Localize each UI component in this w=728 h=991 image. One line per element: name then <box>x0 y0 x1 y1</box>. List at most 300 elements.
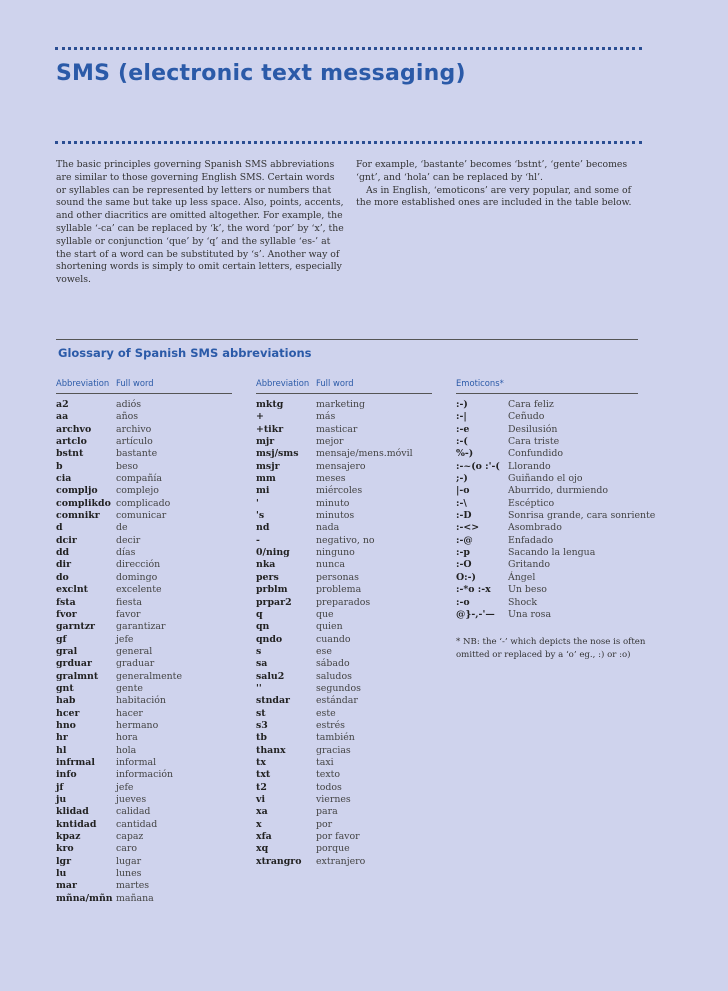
emoticon-row <box>456 448 646 460</box>
glossary-row <box>256 424 436 436</box>
abbreviation: :-( <box>456 436 468 448</box>
intro-right-text-1: For example, ‘bastante’ becomes ‘bstnt’, ‘gente’ becomes ‘gnt’, and ‘hola’ can be replaced by ‘hl’. <box>356 159 628 183</box>
full-word: Escéptico <box>508 497 555 509</box>
full-word: Confundido <box>508 448 564 460</box>
full-word: Shock <box>508 596 538 608</box>
glossary-row <box>56 671 236 683</box>
full-word: Desilusión <box>508 423 558 435</box>
abbreviation: txt <box>256 769 271 781</box>
abbreviation: nd <box>256 522 270 534</box>
abbreviation: xa <box>256 806 268 818</box>
abbreviation: b <box>56 460 63 472</box>
emoticon-row <box>456 411 646 423</box>
full-word: sábado <box>316 658 350 670</box>
abbreviation: d <box>56 522 63 534</box>
abbreviation: @}-,-'— <box>456 608 495 620</box>
glossary-row <box>256 757 436 769</box>
glossary-row <box>256 806 436 818</box>
abbreviation: compljo <box>56 485 98 497</box>
abbreviation: fvor <box>56 608 77 620</box>
full-word: por <box>316 818 333 830</box>
glossary-row <box>256 732 436 744</box>
emoticon-row <box>456 572 646 584</box>
abbreviation: hcer <box>56 707 80 719</box>
header-full-word-1: Full word <box>116 378 154 388</box>
abbreviation: xq <box>256 843 269 855</box>
full-word: Aburrido, durmiendo <box>508 485 609 497</box>
abbreviation: msjr <box>256 460 280 472</box>
glossary-row <box>56 658 236 670</box>
abbreviation: gralmnt <box>56 670 99 682</box>
abbreviation: :-) <box>456 399 468 410</box>
full-word: martes <box>116 880 150 892</box>
glossary-row <box>256 535 436 547</box>
emoticon-row <box>456 584 646 596</box>
full-word: beso <box>116 460 139 472</box>
full-word: Cara triste <box>508 436 560 448</box>
page-title: SMS (electronic text messaging) <box>56 61 466 86</box>
abbreviation: stndar <box>256 695 290 707</box>
abbreviation: hno <box>56 719 76 731</box>
emoticon-row <box>456 510 656 522</box>
glossary-row <box>56 498 236 510</box>
abbreviation: 's <box>256 510 265 522</box>
glossary-row <box>256 461 436 473</box>
glossary-row <box>256 498 436 510</box>
abbreviation: tx <box>256 756 266 768</box>
abbreviation: dir <box>56 559 72 571</box>
glossary-row <box>56 843 236 855</box>
abbreviation: mar <box>56 880 77 892</box>
full-word: información <box>116 769 174 781</box>
emoticon-row <box>456 559 646 571</box>
glossary-row <box>56 621 236 633</box>
header-emoticons: Emoticons* <box>456 378 504 388</box>
glossary-row <box>56 485 236 497</box>
glossary-row <box>256 559 436 571</box>
glossary-row <box>256 646 436 658</box>
full-word: gente <box>116 682 143 694</box>
full-word: negativo, no <box>316 534 375 546</box>
glossary-row <box>56 819 236 831</box>
glossary-row <box>56 473 236 485</box>
glossary-row <box>256 831 436 843</box>
abbreviation: mjr <box>256 436 275 448</box>
glossary-row <box>256 436 436 448</box>
glossary-row <box>256 658 436 670</box>
glossary-row <box>256 843 436 855</box>
abbreviation: msj/sms <box>256 448 299 460</box>
abbreviation: exclnt <box>56 584 88 596</box>
abbreviation: gral <box>56 645 78 657</box>
abbreviation: bstnt <box>56 448 84 460</box>
abbreviation: complikdo <box>56 497 111 509</box>
abbreviation: :-p <box>456 547 470 559</box>
emoticon-row <box>456 436 646 448</box>
glossary-row <box>56 769 236 781</box>
abbreviation: ;-) <box>456 473 468 485</box>
header-rule-2 <box>256 393 432 394</box>
abbreviation: t2 <box>256 781 267 793</box>
glossary-title: Glossary of Spanish SMS abbreviations <box>58 346 312 360</box>
full-word: graduar <box>116 658 155 670</box>
abbreviation: O:-) <box>456 571 476 583</box>
abbreviation: mm <box>256 473 276 485</box>
glossary-row <box>56 893 236 905</box>
abbreviation: :-\ <box>456 497 467 509</box>
abbreviation: infrmal <box>56 756 95 768</box>
emoticon-column <box>456 399 656 621</box>
abbreviation: :-D <box>456 510 472 522</box>
glossary-row <box>256 720 436 732</box>
glossary-row <box>56 683 236 695</box>
glossary-row <box>56 572 236 584</box>
abbreviation: tb <box>256 732 267 744</box>
full-word: compañía <box>116 473 163 485</box>
abbreviation: hl <box>56 744 67 756</box>
abbreviation: hab <box>56 695 76 707</box>
abbreviation: fsta <box>56 596 76 608</box>
abbreviation: :-O <box>456 559 472 571</box>
glossary-row <box>256 522 436 534</box>
full-word: para <box>316 806 338 818</box>
intro-right-text-2: As in English, ‘emoticons’ are very popular, and some of the more established ones are included in the table below. <box>356 184 632 209</box>
abbreviation: ' <box>256 497 259 509</box>
full-word: lugar <box>116 855 142 867</box>
glossary-row <box>256 485 436 497</box>
header-abbreviation-2: Abbreviation <box>256 378 310 388</box>
glossary-row <box>256 547 436 559</box>
abbreviation: mktg <box>256 399 284 410</box>
full-word: Una rosa <box>508 608 552 620</box>
glossary-row <box>256 708 436 720</box>
glossary-row <box>56 806 236 818</box>
glossary-row <box>256 411 436 423</box>
glossary-row <box>256 671 436 683</box>
abbreviation: + <box>256 411 264 423</box>
abbreviation: lgr <box>56 855 72 867</box>
glossary-row <box>256 769 436 781</box>
abbreviation: prblm <box>256 584 288 596</box>
full-word: Asombrado <box>508 522 562 534</box>
full-word: Sonrisa grande, cara sonriente <box>508 510 656 522</box>
full-word: mensajero <box>316 460 366 472</box>
abbreviation: :-~(o :'-( <box>456 460 500 472</box>
full-word: Cara feliz <box>508 399 554 410</box>
full-word: nunca <box>316 559 345 571</box>
full-word: de <box>116 522 128 534</box>
full-word: personas <box>316 571 359 583</box>
abbreviation: mi <box>256 485 270 497</box>
emoticon-row <box>456 399 646 411</box>
full-word: garantizar <box>116 621 166 633</box>
abbreviation: |-o <box>456 485 470 497</box>
abbreviation: mñna/mñn <box>56 892 113 904</box>
abbreviation: '' <box>256 682 262 694</box>
full-word: ninguno <box>316 547 355 559</box>
full-word: meses <box>316 473 346 485</box>
glossary-row <box>56 559 236 571</box>
abbreviation: kro <box>56 843 74 855</box>
full-word: este <box>316 707 336 719</box>
full-word: adiós <box>116 399 142 410</box>
glossary-row <box>56 634 236 646</box>
glossary-row <box>56 745 236 757</box>
glossary-row <box>256 584 436 596</box>
glossary-row <box>256 782 436 794</box>
full-word: artículo <box>116 436 153 448</box>
abbreviation: lu <box>56 868 67 880</box>
abbreviation: comnikr <box>56 510 100 522</box>
emoticon-row <box>456 522 646 534</box>
glossary-row <box>56 461 236 473</box>
abbreviation: :-o <box>456 596 470 608</box>
full-word: calidad <box>116 806 151 818</box>
abbreviation: a2 <box>56 399 69 410</box>
abbreviation: +tikr <box>256 423 284 435</box>
full-word: decir <box>116 534 141 546</box>
full-word: taxi <box>316 756 334 768</box>
glossary-row <box>56 584 236 596</box>
full-word: mensaje/mens.móvil <box>316 448 413 460</box>
full-word: archivo <box>116 423 152 435</box>
abbreviation: dd <box>56 547 70 559</box>
abbreviation: garntzr <box>56 621 95 633</box>
glossary-row <box>56 436 236 448</box>
full-word: saludos <box>316 670 352 682</box>
emoticon-row <box>456 609 646 621</box>
abbreviation: klidad <box>56 806 89 818</box>
abbreviation: do <box>56 571 69 583</box>
abbreviation: s <box>256 645 262 657</box>
glossary-row <box>56 646 236 658</box>
abbreviation: sa <box>256 658 268 670</box>
glossary-row <box>256 473 436 485</box>
glossary-row <box>256 510 436 522</box>
full-word: hora <box>116 732 138 744</box>
full-word: hacer <box>116 707 143 719</box>
full-word: minutos <box>316 510 355 522</box>
full-word: todos <box>316 781 342 793</box>
full-word: domingo <box>116 571 158 583</box>
abbreviation: grduar <box>56 658 92 670</box>
full-word: ese <box>316 645 332 657</box>
glossary-row <box>56 732 236 744</box>
full-word: Guiñando el ojo <box>508 473 583 485</box>
abbreviation: :-*o :-x <box>456 584 491 596</box>
full-word: mañana <box>116 892 154 904</box>
full-word: Un beso <box>508 584 547 596</box>
full-word: Gritando <box>508 559 551 571</box>
full-word: complejo <box>116 485 159 497</box>
full-word: dirección <box>116 559 161 571</box>
full-word: más <box>316 411 336 423</box>
glossary-row <box>256 819 436 831</box>
emoticon-row <box>456 498 646 510</box>
abbreviation: gnt <box>56 682 74 694</box>
glossary-row <box>56 547 236 559</box>
full-word: estándar <box>316 695 358 707</box>
abbreviation-column-2 <box>256 399 436 868</box>
glossary-row <box>56 794 236 806</box>
abbreviation: dcir <box>56 534 77 546</box>
glossary-row <box>56 856 236 868</box>
abbreviation: qndo <box>256 633 283 645</box>
emoticon-row <box>456 485 646 497</box>
glossary-row <box>56 522 236 534</box>
header-rule-1 <box>56 393 232 394</box>
glossary-row <box>56 424 236 436</box>
full-word: caro <box>116 843 137 855</box>
full-word: capaz <box>116 831 144 843</box>
emoticon-row <box>456 597 646 609</box>
full-word: Llorando <box>508 460 551 472</box>
glossary-row <box>256 683 436 695</box>
full-word: Ángel <box>508 571 536 583</box>
full-word: jueves <box>116 794 147 805</box>
full-word: mejor <box>316 436 344 448</box>
header-rule-3 <box>456 393 638 394</box>
abbreviation: cia <box>56 473 72 485</box>
emoticon-row <box>456 547 646 559</box>
full-word: marketing <box>316 399 365 410</box>
full-word: generalmente <box>116 670 182 682</box>
abbreviation: qn <box>256 621 270 633</box>
glossary-row <box>56 708 236 720</box>
glossary-row <box>256 609 436 621</box>
full-word: nada <box>316 522 340 534</box>
glossary-row <box>256 597 436 609</box>
glossary-row <box>56 695 236 707</box>
intro-left <box>56 159 344 287</box>
glossary-row <box>256 794 436 806</box>
full-word: complicado <box>116 497 171 509</box>
abbreviation: prpar2 <box>256 596 292 608</box>
glossary-row <box>256 448 436 460</box>
full-word: Sacando la lengua <box>508 547 596 559</box>
full-word: viernes <box>316 794 351 805</box>
abbreviation: artclo <box>56 436 87 448</box>
full-word: hola <box>116 744 137 756</box>
full-word: preparados <box>316 596 371 608</box>
glossary-row <box>256 572 436 584</box>
glossary-row <box>56 597 236 609</box>
abbreviation: x <box>256 818 262 830</box>
abbreviation: archvo <box>56 423 92 435</box>
abbreviation: :-@ <box>456 534 473 546</box>
abbreviation: nka <box>256 559 276 571</box>
abbreviation: :-| <box>456 411 467 423</box>
glossary-row <box>256 399 436 411</box>
glossary-row <box>56 868 236 880</box>
header-abbreviation-1: Abbreviation <box>56 378 110 388</box>
glossary-row <box>256 634 436 646</box>
full-word: estrés <box>316 719 345 731</box>
abbreviation: s3 <box>256 719 268 731</box>
full-word: minuto <box>316 497 350 509</box>
glossary-row <box>56 411 236 423</box>
top-dotted-rule <box>55 47 642 50</box>
glossary-row <box>256 745 436 757</box>
emoticon-row <box>456 461 646 473</box>
abbreviation: info <box>56 769 77 781</box>
abbreviation: :-<> <box>456 522 480 534</box>
full-word: informal <box>116 756 157 768</box>
full-word: años <box>116 411 139 423</box>
abbreviation: 0/ning <box>256 547 290 559</box>
glossary-row <box>56 757 236 769</box>
full-word: también <box>316 732 355 744</box>
full-word: jefe <box>116 633 134 645</box>
full-word: Enfadado <box>508 534 554 546</box>
abbreviation: gf <box>56 633 67 645</box>
full-word: días <box>116 547 136 559</box>
full-word: masticar <box>316 423 358 435</box>
glossary-row <box>256 695 436 707</box>
emoticon-row <box>456 535 646 547</box>
intro-left-text: The basic principles governing Spanish SMS abbreviations are similar to those governing English SMS. Certain words or syllables can be represented by letters or numbers that sound the same but take up less space. Also, points, accents, and other diacritics are omitted altogether. For example, the syllable ‘-ca’ can be replaced by ‘k’, the word ‘por’ by ‘x’, the syllable or conjunction ‘que’ by ‘q’ and the syllable ‘es-’ at the start of a word can be substituted by ‘s’. Another way of shortening words is simply to omit certain letters, especially vowels. <box>56 159 344 286</box>
glossary-row <box>56 399 236 411</box>
glossary-row <box>56 720 236 732</box>
header-full-word-2: Full word <box>316 378 354 388</box>
full-word: fiesta <box>116 596 142 608</box>
full-word: favor <box>116 608 141 620</box>
emoticon-row <box>456 424 646 436</box>
glossary-row <box>56 831 236 843</box>
full-word: por favor <box>316 831 360 843</box>
glossary-row <box>56 535 236 547</box>
emoticon-note: * NB: the ‘-’ which depicts the nose is often omitted or replaced by a ‘o’ eg., :) or :o) <box>456 637 646 660</box>
emoticon-row <box>456 473 646 485</box>
full-word: miércoles <box>316 485 363 497</box>
abbreviation: aa <box>56 411 69 423</box>
abbreviation: vi <box>256 794 266 805</box>
intro-right <box>356 159 644 210</box>
full-word: quien <box>316 621 343 633</box>
abbreviation: :-e <box>456 423 470 435</box>
abbreviation: kpaz <box>56 831 81 843</box>
glossary-row <box>56 782 236 794</box>
glossary-rule <box>56 339 638 340</box>
full-word: cantidad <box>116 818 158 830</box>
abbreviation-column-1 <box>56 399 236 905</box>
abbreviation: %-) <box>456 448 474 460</box>
glossary-row <box>56 448 236 460</box>
full-word: extranjero <box>316 855 366 867</box>
full-word: bastante <box>116 448 158 460</box>
abbreviation: jf <box>56 781 64 793</box>
full-word: que <box>316 608 334 620</box>
glossary-row <box>56 880 236 892</box>
full-word: jefe <box>116 781 134 793</box>
full-word: cuando <box>316 633 351 645</box>
glossary-row <box>56 510 236 522</box>
abbreviation: ju <box>56 794 67 805</box>
full-word: hermano <box>116 719 159 731</box>
full-word: Ceñudo <box>508 411 545 423</box>
title-dotted-rule <box>55 141 642 144</box>
full-word: lunes <box>116 868 142 880</box>
full-word: gracias <box>316 744 351 756</box>
full-word: excelente <box>116 584 162 596</box>
abbreviation: kntidad <box>56 818 97 830</box>
full-word: comunicar <box>116 510 167 522</box>
full-word: general <box>116 645 153 657</box>
abbreviation: thanx <box>256 744 286 756</box>
abbreviation: - <box>256 534 260 546</box>
full-word: problema <box>316 584 362 596</box>
full-word: habitación <box>116 695 166 707</box>
